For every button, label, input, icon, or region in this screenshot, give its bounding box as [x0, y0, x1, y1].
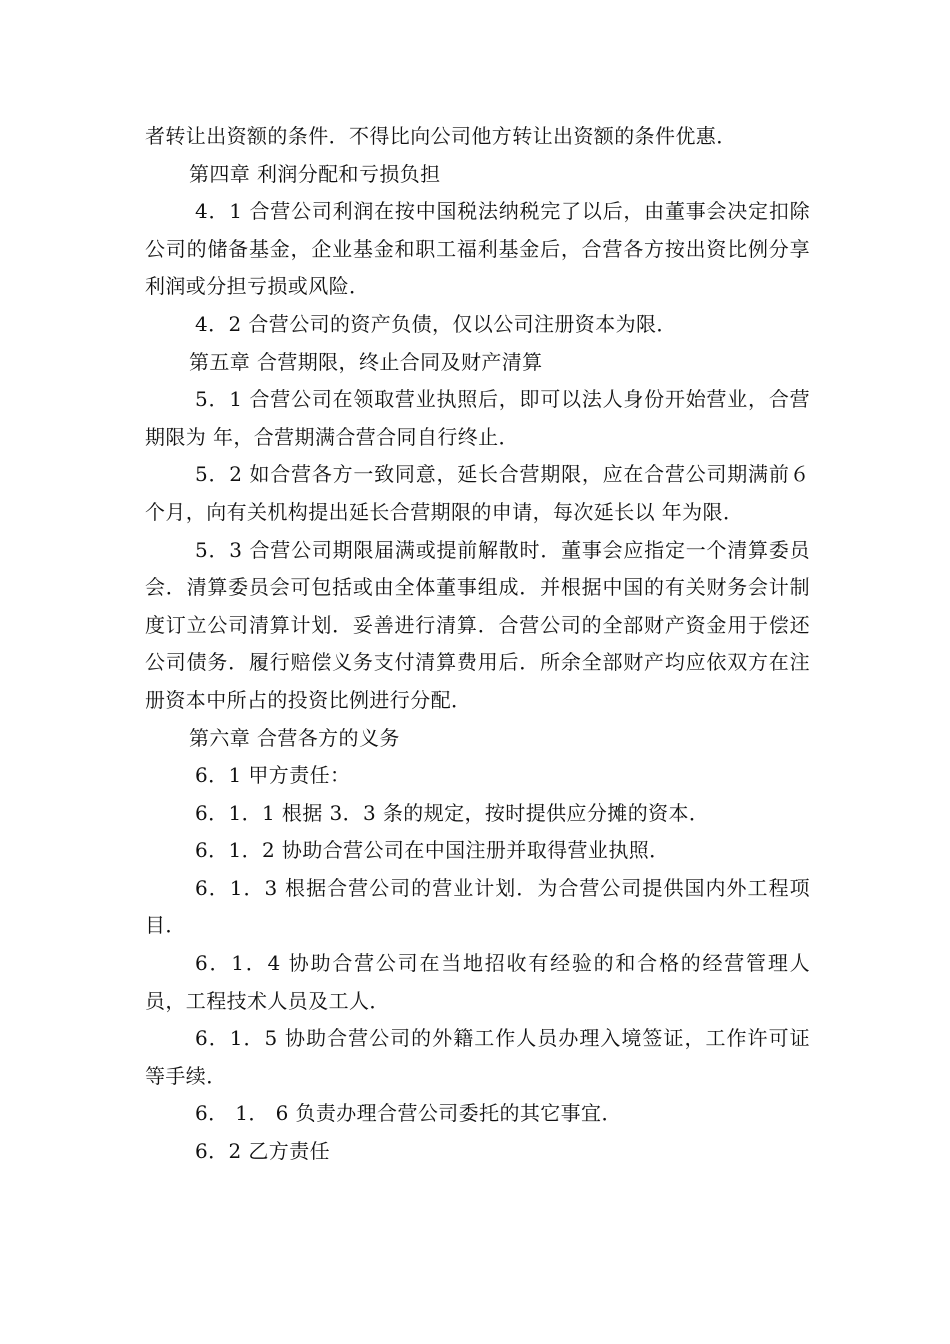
document-page: [145, 118, 810, 1171]
clause-4-2: 4．2 合营公司的资产负债，仅以公司注册资本为限．: [195, 311, 677, 336]
clause-6-1-4: 6．1．4 协助合营公司在当地招收有经验的和合格的经营管理人员，工程技术人员及工人．: [145, 951, 810, 1013]
chapter-heading-6: 第六章 合营各方的义务: [189, 725, 400, 750]
clause-6-1-5: 6．1．5 协助合营公司的外籍工作人员办理入境签证，工作许可证等手续．: [145, 1026, 810, 1088]
clause-6-1-1: 6．1．1 根据 3．3 条的规定，按时提供应分摊的资本．: [195, 800, 710, 825]
chapter-heading-5: 第五章 合营期限，终止合同及财产清算: [189, 349, 543, 374]
clause-6-1: 6．1 甲方责任：: [195, 763, 351, 788]
clause-5-3: 5．3 合营公司期限届满或提前解散时．董事会应指定一个清算委员会．清算委员会可包括或由全体董事组成．并根据中国的有关财务会计制度订立公司清算计划．妥善进行清算．合营公司的全部财产资金用于偿还公司债务．履行赔偿义务支付清算费用后．所余全部财产均应依双方在注册资本中所占的投资比例进行分配．: [145, 537, 810, 712]
clause-5-1: 5．1 合营公司在领取营业执照后，即可以法人身份开始营业，合营期限为 年，合营期满合营合同自行终止．: [145, 387, 810, 449]
clause-6-1-2: 6．1．2 协助合营公司在中国注册并取得营业执照．: [195, 838, 670, 863]
clause-6-1-3: 6．1．3 根据合营公司的营业计划．为合营公司提供国内外工程项目．: [145, 875, 810, 938]
clause-6-1-6: 6． 1． 6 负责办理合营公司委托的其它事宜．: [195, 1101, 622, 1126]
paragraph-continuation: 者转让出资额的条件．不得比向公司他方转让出资额的条件优惠．: [145, 124, 737, 148]
clause-6-2: 6．2 乙方责任: [195, 1139, 331, 1164]
clause-5-2: 5．2 如合营各方一致同意，延长合营期限，应在合营公司期满前６个月，向有关机构提出延长合营期限的申请，每次延长以 年为限．: [145, 462, 810, 524]
clause-4-1: 4．1 合营公司利润在按中国税法纳税完了以后，由董事会决定扣除公司的储备基金，企业基金和职工福利基金后，合营各方按出资比例分享利润或分担亏损或风险．: [145, 199, 810, 299]
chapter-heading-4: 第四章 利润分配和亏损负担: [189, 161, 441, 186]
